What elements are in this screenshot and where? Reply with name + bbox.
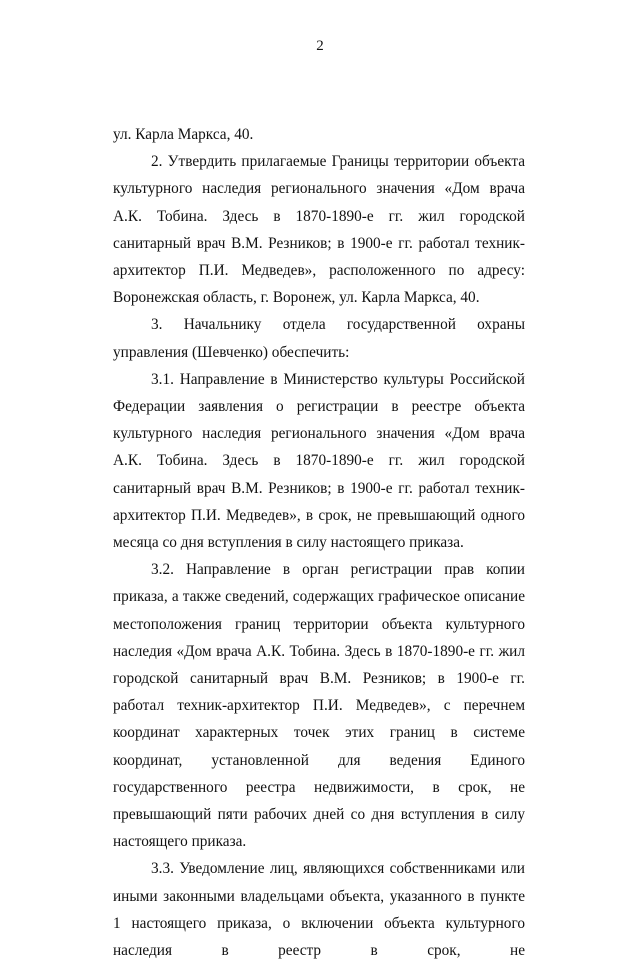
paragraph-item-3: 3. Начальнику отдела государственной охраны управления (Шевченко) обеспечить: bbox=[113, 316, 525, 361]
page-number: 2 bbox=[316, 38, 324, 54]
paragraph-item-3-2: 3.2. Направление в орган регистрации прав копии приказа, а также сведений, содержащих графическое описание местоположения границ территории объекта культурного наследия «Дом врача А.К. Тобина. Здесь в 1870-1890-е гг. жил городской санитарный врач В.М. Резников; в 1900-е гг. работал техник-архитектор П.И. Медведев», с перечнем координат характерных точек этих границ в системе координат, установленной для ведения Единого государственного реестра недвижимости, в срок, не превышающий пяти рабочих дней со дня вступления в силу настоящего приказа. bbox=[113, 561, 525, 851]
document-body bbox=[113, 121, 525, 964]
paragraph-item-3-3: 3.3. Уведомление лиц, являющихся собственниками или иными законными владельцами объекта, указанного в пункте 1 настоящего приказа, о включении объекта культурного наследия в реестр в срок, не bbox=[113, 860, 525, 960]
paragraph-item-3-1: 3.1. Направление в Министерство культуры Российской Федерации заявления о регистрации в реестре объекта культурного наследия регионального значения «Дом врача А.К. Тобина. Здесь в 1870-1890-е гг. жил городской санитарный врач В.М. Резников; в 1900-е гг. работал техник-архитектор П.И. Медведев», в срок, не превышающий одного месяца со дня вступления в силу настоящего приказа. bbox=[113, 370, 525, 552]
paragraph-item-2: 2. Утвердить прилагаемые Границы территории объекта культурного наследия регионального значения «Дом врача А.К. Тобина. Здесь в 1870-1890-е гг. жил городской санитарный врач В.М. Резников; в 1900-е гг. работал техник-архитектор П.И. Медведев», расположенного по адресу: Воронежская область, г. Воронеж, ул. Карла Маркса, 40. bbox=[113, 153, 525, 307]
paragraph-address-continuation: ул. Карла Маркса, 40. bbox=[113, 126, 254, 143]
